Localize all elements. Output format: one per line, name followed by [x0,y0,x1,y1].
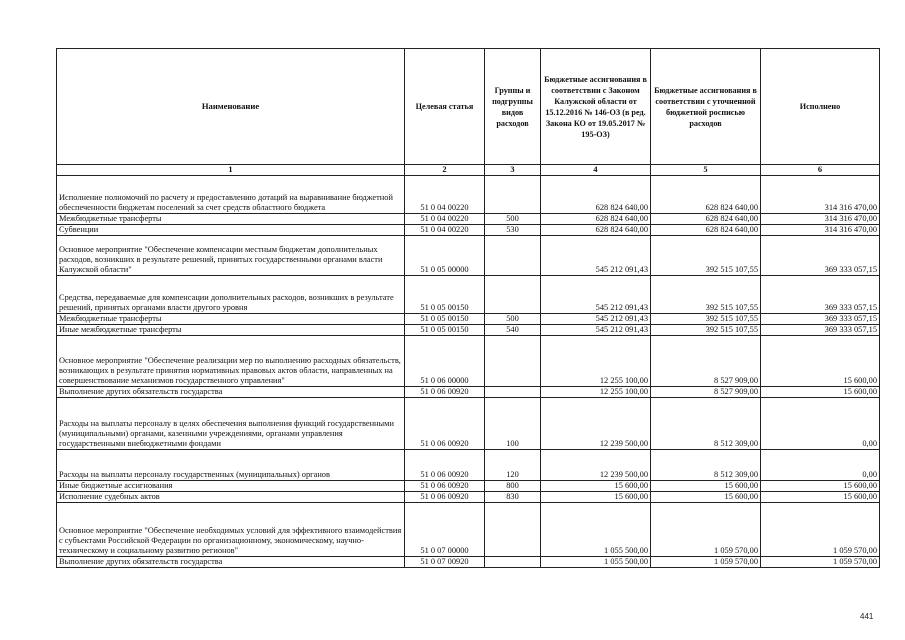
row-name: Исполнение судебных актов [57,492,405,503]
row-refined-allocation: 392 515 107,55 [651,314,761,325]
row-name: Основное мероприятие "Обеспечение компенсации местным бюджетам дополнительных расходов, возникших в результате решений, принятых государственными органами власти Калужской области" [57,236,405,276]
row-refined-allocation: 628 824 640,00 [651,176,761,214]
row-target-code: 51 0 04 00220 [405,214,485,225]
row-executed: 1 059 570,00 [761,557,880,568]
row-executed: 369 333 057,15 [761,325,880,336]
column-index-row [57,165,880,176]
row-executed: 1 059 570,00 [761,503,880,557]
row-refined-allocation: 628 824 640,00 [651,214,761,225]
row-expense-group: 830 [485,492,541,503]
row-refined-allocation: 8 527 909,00 [651,336,761,387]
row-refined-allocation: 8 527 909,00 [651,387,761,398]
row-refined-allocation: 392 515 107,55 [651,325,761,336]
row-name: Межбюджетные трансферты [57,314,405,325]
row-law-allocation: 12 239 500,00 [541,398,651,450]
row-expense-group [485,557,541,568]
row-target-code: 51 0 05 00150 [405,314,485,325]
row-target-code: 51 0 05 00000 [405,236,485,276]
row-target-code: 51 0 05 00150 [405,276,485,314]
row-target-code: 51 0 06 00920 [405,450,485,481]
table-row [57,503,880,557]
header-row [57,49,880,165]
row-expense-group: 800 [485,481,541,492]
table-row [57,214,880,225]
row-name: Выполнение других обязательств государства [57,557,405,568]
row-name: Основное мероприятие "Обеспечение необходимых условий для эффективного взаимодействия с субъектами Российской Федерации по организационному, экономическому, научно-техническому и социальному развитию регионов" [57,503,405,557]
table-row [57,314,880,325]
row-executed: 0,00 [761,450,880,481]
table-row [57,225,880,236]
row-executed: 314 316 470,00 [761,214,880,225]
row-target-code: 51 0 07 00000 [405,503,485,557]
header-law-allocations: Бюджетные ассигнования в соответствии с Законом Калужской области от 15.12.2016 № 146-ОЗ (в ред. Закона КО от 19.05.2017 № 195-ОЗ) [541,49,651,165]
header-executed: Исполнено [761,49,880,165]
row-executed: 369 333 057,15 [761,314,880,325]
row-law-allocation: 628 824 640,00 [541,214,651,225]
header-refined-allocations: Бюджетные ассигнования в соответствии с уточненной бюджетной росписью расходов [651,49,761,165]
row-refined-allocation: 392 515 107,55 [651,236,761,276]
table-row [57,492,880,503]
row-executed: 314 316 470,00 [761,176,880,214]
row-name: Расходы на выплаты персоналу государственных (муниципальных) органов [57,450,405,481]
row-law-allocation: 628 824 640,00 [541,176,651,214]
row-expense-group [485,503,541,557]
row-expense-group: 540 [485,325,541,336]
column-index: 5 [651,165,761,176]
table-row [57,325,880,336]
header-expense-groups: Группы и подгруппы видов расходов [485,49,541,165]
row-law-allocation: 12 255 100,00 [541,387,651,398]
row-law-allocation: 15 600,00 [541,481,651,492]
header-target-article: Целевая статья [405,49,485,165]
row-expense-group: 500 [485,214,541,225]
row-expense-group [485,336,541,387]
row-law-allocation: 628 824 640,00 [541,225,651,236]
row-target-code: 51 0 06 00920 [405,398,485,450]
column-index: 3 [485,165,541,176]
row-name: Субвенции [57,225,405,236]
row-refined-allocation: 1 059 570,00 [651,503,761,557]
row-law-allocation: 545 212 091,43 [541,325,651,336]
row-target-code: 51 0 06 00920 [405,387,485,398]
table-row [57,387,880,398]
row-refined-allocation: 8 512 309,00 [651,450,761,481]
row-refined-allocation: 628 824 640,00 [651,225,761,236]
row-name: Средства, передаваемые для компенсации дополнительных расходов, возникших в результате решений, принятых органами власти другого уровня [57,276,405,314]
table-row [57,276,880,314]
row-name: Межбюджетные трансферты [57,214,405,225]
table-row [57,236,880,276]
row-law-allocation: 15 600,00 [541,492,651,503]
row-refined-allocation: 392 515 107,55 [651,276,761,314]
row-expense-group: 530 [485,225,541,236]
row-executed: 369 333 057,15 [761,276,880,314]
table-row [57,398,880,450]
row-law-allocation: 12 239 500,00 [541,450,651,481]
row-target-code: 51 0 04 00220 [405,225,485,236]
row-law-allocation: 1 055 500,00 [541,557,651,568]
column-index: 2 [405,165,485,176]
row-law-allocation: 545 212 091,43 [541,276,651,314]
row-name: Исполнение полномочий по расчету и предоставлению дотаций на выравнивание бюджетной обеспеченности бюджетам поселений за счет средств областного бюджета [57,176,405,214]
table-row [57,450,880,481]
column-index: 6 [761,165,880,176]
table-row [57,557,880,568]
row-name: Основное мероприятие "Обеспечение реализации мер по выполнению расходных обязательств, возникающих в результате принятия нормативных правовых актов области, направленных на совершенствование механизмов государственного управления" [57,336,405,387]
row-expense-group [485,387,541,398]
table-row [57,481,880,492]
row-law-allocation: 1 055 500,00 [541,503,651,557]
row-expense-group [485,236,541,276]
table-row [57,176,880,214]
budget-sheet [56,48,879,568]
column-index: 4 [541,165,651,176]
row-name: Выполнение других обязательств государства [57,387,405,398]
row-law-allocation: 12 255 100,00 [541,336,651,387]
row-executed: 15 600,00 [761,336,880,387]
row-name: Расходы на выплаты персоналу в целях обеспечения выполнения функций государственными (муниципальными) органами, казенными учреждениями, органами управления государственными внебюджетными фондами [57,398,405,450]
row-name: Иные бюджетные ассигнования [57,481,405,492]
row-target-code: 51 0 06 00920 [405,492,485,503]
row-name: Иные межбюджетные трансферты [57,325,405,336]
row-law-allocation: 545 212 091,43 [541,314,651,325]
header-name: Наименование [57,49,405,165]
row-expense-group [485,176,541,214]
row-expense-group: 100 [485,398,541,450]
row-executed: 15 600,00 [761,492,880,503]
page-number: 441 [860,612,874,621]
row-law-allocation: 545 212 091,43 [541,236,651,276]
table-row [57,336,880,387]
row-target-code: 51 0 06 00000 [405,336,485,387]
row-executed: 0,00 [761,398,880,450]
row-refined-allocation: 15 600,00 [651,492,761,503]
row-executed: 15 600,00 [761,387,880,398]
row-target-code: 51 0 06 00920 [405,481,485,492]
budget-table [56,48,880,568]
row-executed: 369 333 057,15 [761,236,880,276]
row-refined-allocation: 15 600,00 [651,481,761,492]
row-refined-allocation: 8 512 309,00 [651,398,761,450]
column-index: 1 [57,165,405,176]
row-executed: 15 600,00 [761,481,880,492]
row-expense-group [485,276,541,314]
row-expense-group: 120 [485,450,541,481]
row-refined-allocation: 1 059 570,00 [651,557,761,568]
row-target-code: 51 0 05 00150 [405,325,485,336]
row-executed: 314 316 470,00 [761,225,880,236]
row-target-code: 51 0 07 00920 [405,557,485,568]
row-target-code: 51 0 04 00220 [405,176,485,214]
row-expense-group: 500 [485,314,541,325]
